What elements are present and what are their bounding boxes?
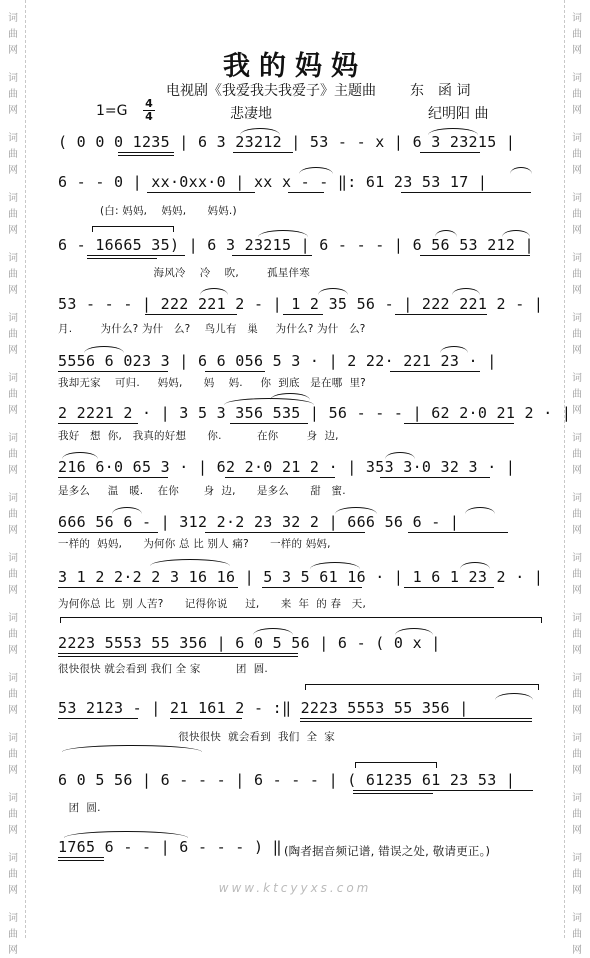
- watermark-glyph: 词: [8, 673, 18, 684]
- watermark-glyph: 网: [572, 825, 582, 836]
- watermark-glyph: 词: [572, 13, 582, 24]
- slur-mark: [310, 562, 360, 569]
- watermark-glyph: 网: [572, 225, 582, 236]
- slur-mark: [150, 559, 230, 566]
- watermark-glyph: 网: [8, 45, 18, 56]
- tuplet-bracket: [60, 617, 542, 623]
- lyric-line-10: 很快很快 就会看到 我们 全 家 团 圆.: [58, 663, 268, 675]
- score-line-8: 666 56 6 - | 312 2·2 23 32 2 | 666 56 6 - |: [58, 513, 460, 531]
- beam-underline: [353, 790, 533, 791]
- beam-underline: [404, 587, 494, 588]
- watermark-glyph: 词: [8, 853, 18, 864]
- watermark-glyph: 曲: [572, 629, 582, 640]
- watermark-glyph: 曲: [572, 809, 582, 820]
- watermark-glyph: 曲: [572, 209, 582, 220]
- watermark-glyph: 网: [8, 765, 18, 776]
- beam-underline: [353, 793, 433, 794]
- lyric-line-4: 月. 为什么? 为什 么? 鸟儿有 巢 为什么? 为什 么?: [58, 323, 366, 335]
- slur-mark: [84, 346, 124, 353]
- slur-mark: [240, 128, 280, 135]
- time-signature-top: 4: [145, 97, 153, 110]
- beam-underline: [232, 255, 312, 256]
- beam-underline: [58, 423, 138, 424]
- tuplet-bracket: [92, 226, 174, 232]
- lyric-line-12: 团 圆.: [58, 802, 101, 814]
- watermark-glyph: 词: [572, 733, 582, 744]
- watermark-glyph: 曲: [572, 509, 582, 520]
- slur-mark: [385, 452, 415, 459]
- key-signature: 1=G: [96, 103, 128, 119]
- expression-marking: 悲凄地: [230, 106, 272, 122]
- watermark-glyph: 曲: [572, 329, 582, 340]
- watermark-glyph: 词: [8, 913, 18, 924]
- watermark-glyph: 词: [572, 553, 582, 564]
- watermark-glyph: 曲: [8, 509, 18, 520]
- beam-underline: [390, 371, 480, 372]
- watermark-glyph: 曲: [572, 869, 582, 880]
- beam-underline: [233, 152, 293, 153]
- watermark-glyph: 网: [572, 585, 582, 596]
- watermark-glyph: 词: [8, 613, 18, 624]
- song-title: 我的妈妈: [223, 51, 367, 82]
- watermark-glyph: 网: [8, 525, 18, 536]
- watermark-glyph: 曲: [8, 929, 18, 940]
- watermark-glyph: 网: [8, 885, 18, 896]
- watermark-glyph: 词: [8, 313, 18, 324]
- score-line-13: 1765 6 - - | 6 - - - ) ‖: [58, 838, 282, 856]
- tuplet-bracket: [305, 684, 539, 690]
- time-signature: [143, 99, 155, 122]
- watermark-glyph: 曲: [572, 269, 582, 280]
- song-subtitle: 电视剧《我爱我夫我爱子》主题曲: [166, 83, 376, 99]
- watermark-glyph: 词: [572, 433, 582, 444]
- slur-mark: [62, 745, 202, 752]
- watermark-glyph: 曲: [8, 149, 18, 160]
- beam-underline: [420, 255, 530, 256]
- beam-underline: [87, 255, 185, 256]
- slur-mark: [510, 167, 532, 174]
- watermark-glyph: 网: [572, 525, 582, 536]
- slur-mark: [200, 288, 228, 295]
- beam-underline: [58, 477, 168, 478]
- slur-mark: [440, 346, 468, 353]
- slur-mark: [258, 230, 308, 237]
- watermark-glyph: 曲: [572, 389, 582, 400]
- slur-mark: [428, 128, 478, 135]
- watermark-glyph: 词: [572, 313, 582, 324]
- watermark-glyph: 曲: [572, 149, 582, 160]
- tuplet-bracket: [355, 762, 437, 768]
- watermark-glyph: 曲: [8, 869, 18, 880]
- watermark-glyph: 词: [572, 673, 582, 684]
- beam-underline: [404, 423, 514, 424]
- watermark-glyph: 网: [8, 465, 18, 476]
- lyric-line-3: 海风冷 冷 吹, 孤星伴寒: [58, 267, 310, 279]
- score-line-4: 53 - - - | 222 221 2 - | 1 2 35 56 - | 222 221 2 - |: [58, 295, 544, 313]
- slur-mark: [395, 628, 433, 635]
- beam-underline: [145, 314, 237, 315]
- score-line-7: 216 6·0 65 3 · | 62 2·0 21 2 · | 353 3·0 32 3 · |: [58, 458, 516, 476]
- beam-underline: [58, 587, 238, 588]
- watermark-glyph: 网: [572, 285, 582, 296]
- beam-underline: [58, 532, 158, 533]
- lyricist-credit: 东 函 词: [410, 83, 471, 99]
- watermark-glyph: 曲: [8, 569, 18, 580]
- composer-credit: 纪明阳 曲: [428, 106, 489, 122]
- beam-underline: [58, 857, 104, 858]
- beam-underline: [300, 718, 532, 719]
- beam-underline: [205, 371, 265, 372]
- watermark-glyph: 网: [8, 165, 18, 176]
- watermark-glyph: 网: [572, 645, 582, 656]
- watermark-glyph: 网: [8, 405, 18, 416]
- watermark-glyph: 词: [572, 133, 582, 144]
- slur-mark: [270, 393, 310, 400]
- slur-mark: [62, 452, 98, 459]
- watermark-glyph: 网: [8, 945, 18, 956]
- slur-mark: [112, 507, 142, 514]
- beam-underline: [118, 155, 174, 156]
- score-line-6: 2 2221 2 · | 3 5 3 356 535 | 56 - - - | 62 2·0 21 2 · |: [58, 404, 572, 422]
- watermark-glyph: 词: [572, 853, 582, 864]
- site-watermark: www.ktcyyxs.com: [218, 881, 372, 895]
- watermark-glyph: 曲: [572, 29, 582, 40]
- watermark-glyph: 网: [572, 345, 582, 356]
- watermark-glyph: 网: [572, 105, 582, 116]
- slur-mark: [299, 167, 333, 174]
- beam-underline: [262, 587, 362, 588]
- watermark-glyph: 曲: [572, 929, 582, 940]
- beam-underline: [87, 258, 157, 259]
- watermark-glyph: 词: [8, 793, 18, 804]
- watermark-glyph: 网: [572, 45, 582, 56]
- beam-underline: [147, 192, 255, 193]
- lyric-line-11: 很快很快 就会看到 我们 全 家: [58, 731, 335, 743]
- lyric-line-7: 是多么 温 暖. 在你 身 边, 是多么 甜 蜜.: [58, 485, 346, 497]
- score-line-12: 6 0 5 56 | 6 - - - | 6 - - - | ( 61235 61 23 53 |: [58, 771, 516, 789]
- slur-mark: [460, 562, 490, 569]
- watermark-glyph: 词: [572, 193, 582, 204]
- watermark-glyph: 词: [8, 553, 18, 564]
- watermark-glyph: 曲: [572, 689, 582, 700]
- watermark-glyph: 网: [572, 945, 582, 956]
- beam-underline: [420, 152, 480, 153]
- slur-mark: [465, 507, 495, 514]
- watermark-glyph: 曲: [8, 269, 18, 280]
- left-watermark-column: [0, 0, 26, 956]
- beam-underline: [205, 532, 365, 533]
- watermark-glyph: 词: [572, 73, 582, 84]
- score-line-3: 6 - 16665 35) | 6 3 23215 | 6 - - - | 6 56 53 212 |: [58, 236, 534, 254]
- right-watermark-column: [564, 0, 590, 956]
- watermark-glyph: 词: [8, 493, 18, 504]
- lyric-line-9: 为何你总 比 别 人苦? 记得你说 过, 来 年 的 春 天,: [58, 598, 367, 610]
- watermark-glyph: 网: [8, 825, 18, 836]
- beam-underline: [58, 656, 298, 657]
- watermark-glyph: 网: [8, 705, 18, 716]
- watermark-glyph: 曲: [8, 629, 18, 640]
- watermark-glyph: 词: [572, 253, 582, 264]
- watermark-glyph: 曲: [572, 749, 582, 760]
- score-line-2: 6 - - 0 | xx·0xx·0 | xx x - - ‖: 61 23 53 17 |: [58, 173, 488, 191]
- lyric-line-8: 一样的 妈妈, 为何你 总 比 别人 痛? 一样的 妈妈,: [58, 538, 331, 550]
- slur-mark: [335, 507, 377, 514]
- watermark-glyph: 曲: [572, 449, 582, 460]
- slur-mark: [64, 831, 188, 838]
- slur-mark: [495, 693, 533, 700]
- beam-underline: [300, 721, 532, 722]
- watermark-glyph: 曲: [8, 389, 18, 400]
- watermark-glyph: 曲: [8, 689, 18, 700]
- beam-underline: [58, 653, 298, 654]
- watermark-glyph: 词: [8, 193, 18, 204]
- watermark-glyph: 网: [8, 345, 18, 356]
- transcriber-note: (陶者据音频记谱, 错误之处, 敬请更正。): [284, 844, 491, 858]
- watermark-glyph: 网: [572, 165, 582, 176]
- slur-mark: [452, 288, 480, 295]
- lyric-line-5: 我却无家 可归. 妈妈, 妈 妈. 你 到底 是在哪 里?: [58, 377, 366, 389]
- watermark-glyph: 网: [8, 585, 18, 596]
- score-line-11: 53 2123 - | 21 161 2 - :‖ 2223 5553 55 356 |: [58, 699, 469, 717]
- time-signature-bottom: 4: [145, 110, 153, 123]
- watermark-glyph: 网: [572, 705, 582, 716]
- beam-underline: [58, 371, 168, 372]
- slur-mark: [253, 628, 293, 635]
- watermark-glyph: 词: [8, 373, 18, 384]
- lyric-line-2: (白: 妈妈, 妈妈, 妈妈.): [100, 205, 237, 217]
- beam-underline: [170, 718, 242, 719]
- watermark-glyph: 网: [8, 225, 18, 236]
- watermark-glyph: 词: [8, 733, 18, 744]
- watermark-glyph: 曲: [8, 89, 18, 100]
- lyric-line-6: 我好 想 你, 我真的好想 你. 在你 身 边,: [58, 430, 339, 442]
- watermark-glyph: 词: [8, 133, 18, 144]
- beam-underline: [230, 423, 308, 424]
- watermark-glyph: 曲: [572, 569, 582, 580]
- watermark-glyph: 网: [8, 285, 18, 296]
- watermark-glyph: 网: [572, 465, 582, 476]
- watermark-glyph: 曲: [8, 209, 18, 220]
- beam-underline: [225, 477, 335, 478]
- watermark-glyph: 曲: [8, 809, 18, 820]
- watermark-glyph: 网: [572, 765, 582, 776]
- watermark-glyph: 曲: [8, 329, 18, 340]
- beam-underline: [118, 152, 174, 153]
- watermark-glyph: 曲: [8, 749, 18, 760]
- watermark-glyph: 词: [8, 433, 18, 444]
- watermark-glyph: 曲: [8, 449, 18, 460]
- slur-mark: [435, 230, 457, 237]
- beam-underline: [58, 860, 104, 861]
- watermark-glyph: 词: [572, 793, 582, 804]
- beam-underline: [395, 314, 487, 315]
- beam-underline: [58, 718, 138, 719]
- watermark-glyph: 网: [8, 105, 18, 116]
- slur-mark: [318, 288, 348, 295]
- score-line-10: 2223 5553 55 356 | 6 0 5 56 | 6 - ( 0 x |: [58, 634, 441, 652]
- beam-underline: [283, 314, 323, 315]
- beam-underline: [401, 192, 531, 193]
- watermark-glyph: 词: [572, 613, 582, 624]
- score-line-9: 3 1 2 2·2 2 3 16 16 | 5 3 5 61 16 · | 1 6 1 23 2 · |: [58, 568, 544, 586]
- beam-underline: [380, 477, 490, 478]
- watermark-glyph: 曲: [8, 29, 18, 40]
- watermark-glyph: 词: [8, 13, 18, 24]
- watermark-glyph: 网: [8, 645, 18, 656]
- watermark-glyph: 词: [572, 913, 582, 924]
- slur-mark: [502, 230, 530, 237]
- watermark-glyph: 词: [8, 253, 18, 264]
- watermark-glyph: 网: [572, 405, 582, 416]
- watermark-glyph: 网: [572, 885, 582, 896]
- watermark-glyph: 词: [572, 493, 582, 504]
- score-line-1: ( 0 0 0 1235 | 6 3 23212 | 53 - - x | 6 3 23215 |: [58, 133, 516, 151]
- beam-underline: [288, 192, 324, 193]
- watermark-glyph: 词: [8, 73, 18, 84]
- score-line-5: 5556 6 023 3 | 6 6 056 5 3 · | 2 22· 221 23 · |: [58, 352, 497, 370]
- watermark-glyph: 曲: [572, 89, 582, 100]
- watermark-glyph: 词: [572, 373, 582, 384]
- beam-underline: [408, 532, 508, 533]
